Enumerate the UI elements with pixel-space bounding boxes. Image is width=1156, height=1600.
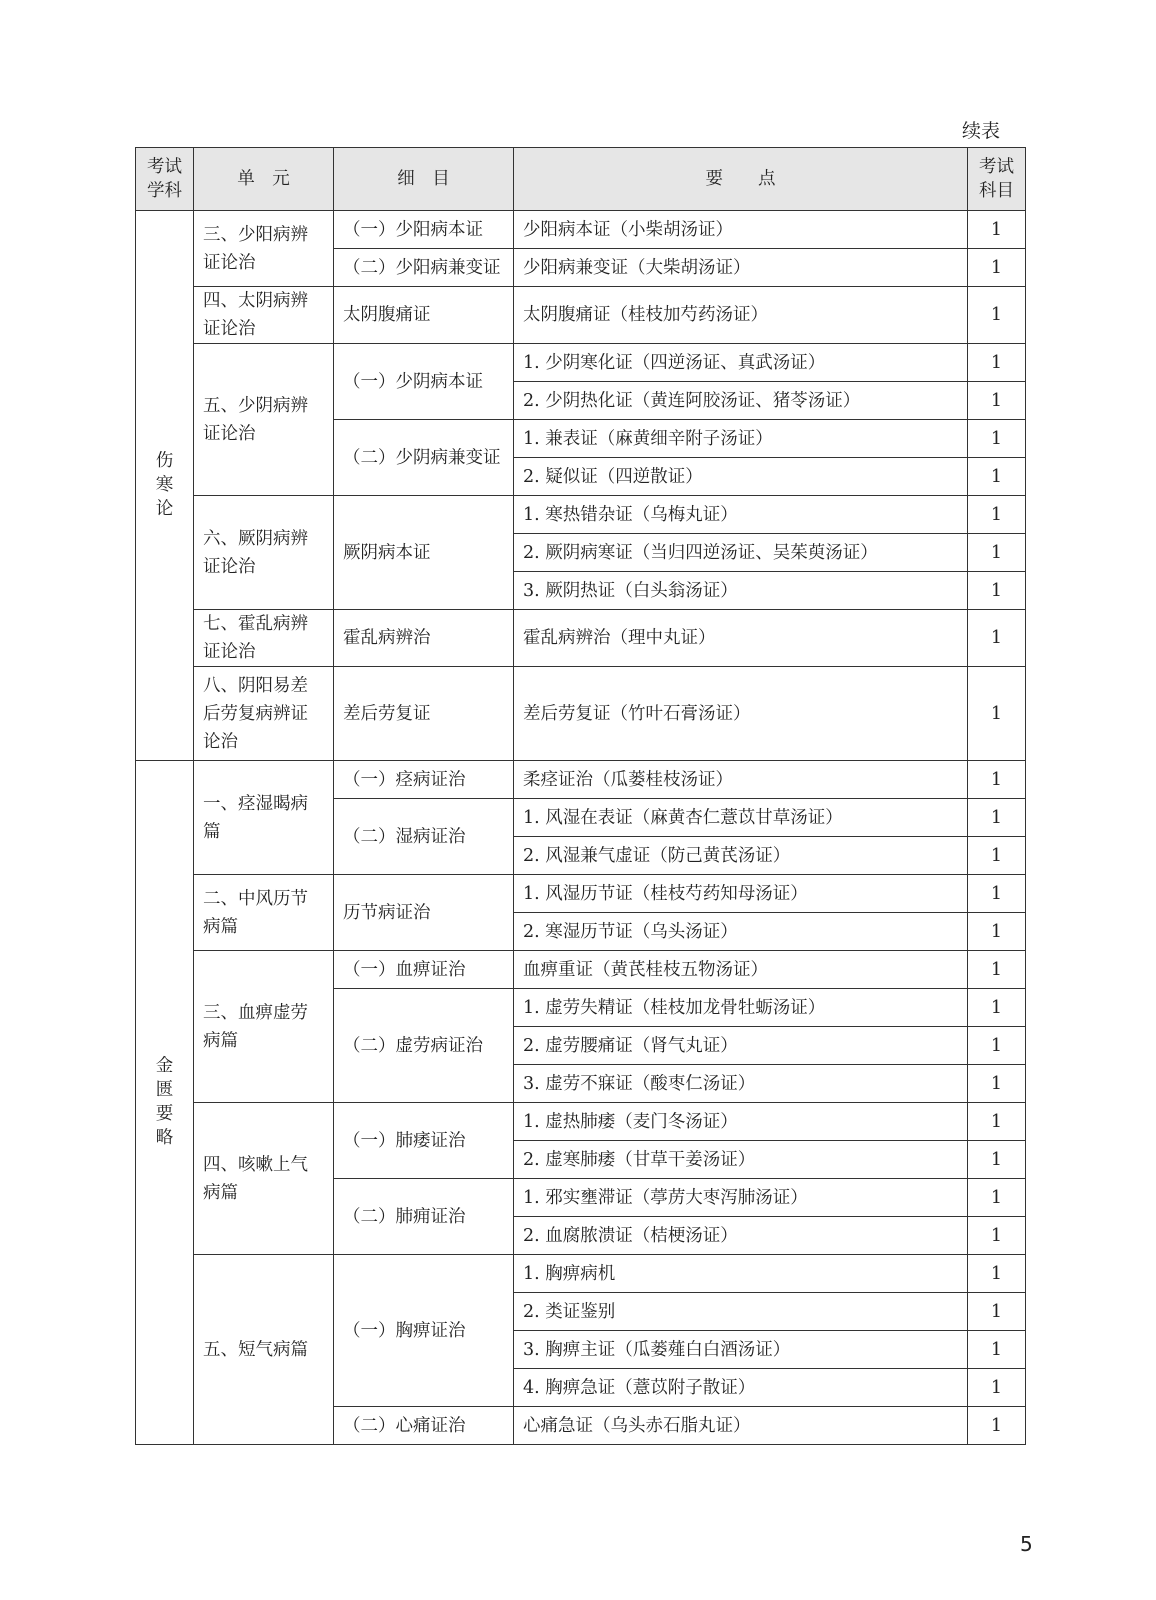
- exam-cell: 1: [968, 1217, 1026, 1255]
- table-row: [136, 1103, 1026, 1141]
- table-row: [136, 667, 1026, 761]
- unit-cell: 八、阴阳易差后劳复病辨证论治: [194, 667, 334, 761]
- exam-cell: 1: [968, 989, 1026, 1027]
- table-row: [136, 211, 1026, 249]
- point-cell: 血痹重证（黄芪桂枝五物汤证）: [514, 951, 968, 989]
- table-row: [136, 287, 1026, 344]
- point-cell: 2. 疑似证（四逆散证）: [514, 458, 968, 496]
- exam-cell: 1: [968, 1407, 1026, 1445]
- point-cell: 心痛急证（乌头赤石脂丸证）: [514, 1407, 968, 1445]
- point-cell: 差后劳复证（竹叶石膏汤证）: [514, 667, 968, 761]
- point-cell: 2. 虚寒肺痿（甘草干姜汤证）: [514, 1141, 968, 1179]
- subject-cell: [136, 211, 194, 761]
- header-unit: 单 元: [194, 148, 334, 211]
- point-cell: 少阳病兼变证（大柴胡汤证）: [514, 249, 968, 287]
- detail-cell: （一）少阳病本证: [334, 211, 514, 249]
- detail-cell: （一）少阴病本证: [334, 344, 514, 420]
- point-cell: 2. 风湿兼气虚证（防己黄芪汤证）: [514, 837, 968, 875]
- exam-cell: 1: [968, 211, 1026, 249]
- exam-cell: 1: [968, 534, 1026, 572]
- table-row: [136, 344, 1026, 382]
- exam-cell: 1: [968, 667, 1026, 761]
- detail-cell: （一）胸痹证治: [334, 1255, 514, 1407]
- point-cell: 1. 少阴寒化证（四逆汤证、真武汤证）: [514, 344, 968, 382]
- point-cell: 1. 邪实壅滞证（葶苈大枣泻肺汤证）: [514, 1179, 968, 1217]
- unit-cell: 三、血痹虚劳病篇: [194, 951, 334, 1103]
- detail-cell: （一）痉病证治: [334, 761, 514, 799]
- detail-cell: （二）湿病证治: [334, 799, 514, 875]
- table-row: [136, 610, 1026, 667]
- exam-cell: 1: [968, 1103, 1026, 1141]
- unit-cell: 二、中风历节病篇: [194, 875, 334, 951]
- point-cell: 霍乱病辨治（理中丸证）: [514, 610, 968, 667]
- point-cell: 2. 寒湿历节证（乌头汤证）: [514, 913, 968, 951]
- detail-cell: 历节病证治: [334, 875, 514, 951]
- point-cell: 太阴腹痛证（桂枝加芍药汤证）: [514, 287, 968, 344]
- exam-cell: 1: [968, 1179, 1026, 1217]
- point-cell: 2. 类证鉴别: [514, 1293, 968, 1331]
- exam-cell: 1: [968, 249, 1026, 287]
- point-cell: 1. 风湿在表证（麻黄杏仁薏苡甘草汤证）: [514, 799, 968, 837]
- point-cell: 3. 胸痹主证（瓜蒌薤白白酒汤证）: [514, 1331, 968, 1369]
- unit-cell: 五、短气病篇: [194, 1255, 334, 1445]
- point-cell: 2. 血腐脓溃证（桔梗汤证）: [514, 1217, 968, 1255]
- detail-cell: （一）肺痿证治: [334, 1103, 514, 1179]
- exam-cell: 1: [968, 420, 1026, 458]
- subject-name: 金匮要略: [155, 1055, 174, 1148]
- exam-cell: 1: [968, 572, 1026, 610]
- exam-cell: 1: [968, 913, 1026, 951]
- unit-cell: 四、咳嗽上气病篇: [194, 1103, 334, 1255]
- unit-cell: 一、痉湿暍病篇: [194, 761, 334, 875]
- exam-cell: 1: [968, 1369, 1026, 1407]
- point-cell: 柔痉证治（瓜蒌桂枝汤证）: [514, 761, 968, 799]
- point-cell: 3. 厥阴热证（白头翁汤证）: [514, 572, 968, 610]
- point-cell: 4. 胸痹急证（薏苡附子散证）: [514, 1369, 968, 1407]
- exam-cell: 1: [968, 761, 1026, 799]
- detail-cell: （二）少阴病兼变证: [334, 420, 514, 496]
- table-row: [136, 875, 1026, 913]
- subject-cell: [136, 761, 194, 1445]
- detail-cell: （二）虚劳病证治: [334, 989, 514, 1103]
- detail-cell: 太阴腹痛证: [334, 287, 514, 344]
- detail-cell: 霍乱病辨治: [334, 610, 514, 667]
- table-row: [136, 761, 1026, 799]
- exam-cell: 1: [968, 875, 1026, 913]
- unit-cell: 三、少阳病辨证论治: [194, 211, 334, 287]
- header-detail: 细 目: [334, 148, 514, 211]
- unit-cell: 六、厥阴病辨证论治: [194, 496, 334, 610]
- exam-cell: 1: [968, 496, 1026, 534]
- detail-cell: 厥阴病本证: [334, 496, 514, 610]
- table-row: [136, 496, 1026, 534]
- exam-cell: 1: [968, 1293, 1026, 1331]
- point-cell: 2. 少阴热化证（黄连阿胶汤证、猪苓汤证）: [514, 382, 968, 420]
- point-cell: 1. 兼表证（麻黄细辛附子汤证）: [514, 420, 968, 458]
- table-body: [136, 211, 1026, 1445]
- header-points: 要 点: [514, 148, 968, 211]
- table-header-row: [136, 148, 1026, 211]
- subject-name: 伤寒论: [155, 450, 174, 519]
- detail-cell: （一）血痹证治: [334, 951, 514, 989]
- header-subject: 考试学科: [136, 148, 194, 211]
- point-cell: 1. 风湿历节证（桂枝芍药知母汤证）: [514, 875, 968, 913]
- point-cell: 少阳病本证（小柴胡汤证）: [514, 211, 968, 249]
- exam-cell: 1: [968, 1065, 1026, 1103]
- exam-cell: 1: [968, 1141, 1026, 1179]
- header-exam: 考试科目: [968, 148, 1026, 211]
- point-cell: 2. 虚劳腰痛证（肾气丸证）: [514, 1027, 968, 1065]
- exam-cell: 1: [968, 382, 1026, 420]
- point-cell: 1. 寒热错杂证（乌梅丸证）: [514, 496, 968, 534]
- point-cell: 1. 胸痹病机: [514, 1255, 968, 1293]
- exam-cell: 1: [968, 951, 1026, 989]
- table-row: [136, 951, 1026, 989]
- unit-cell: 七、霍乱病辨证论治: [194, 610, 334, 667]
- table-row: [136, 1255, 1026, 1293]
- exam-cell: 1: [968, 1255, 1026, 1293]
- detail-cell: （二）少阳病兼变证: [334, 249, 514, 287]
- exam-cell: 1: [968, 799, 1026, 837]
- point-cell: 1. 虚热肺痿（麦门冬汤证）: [514, 1103, 968, 1141]
- unit-cell: 四、太阴病辨证论治: [194, 287, 334, 344]
- exam-cell: 1: [968, 344, 1026, 382]
- point-cell: 2. 厥阴病寒证（当归四逆汤证、吴茱萸汤证）: [514, 534, 968, 572]
- exam-cell: 1: [968, 458, 1026, 496]
- exam-cell: 1: [968, 610, 1026, 667]
- continued-label: 续表: [962, 120, 1001, 142]
- exam-cell: 1: [968, 1331, 1026, 1369]
- detail-cell: 差后劳复证: [334, 667, 514, 761]
- exam-cell: 1: [968, 1027, 1026, 1065]
- detail-cell: （二）心痛证治: [334, 1407, 514, 1445]
- unit-cell: 五、少阴病辨证论治: [194, 344, 334, 496]
- exam-cell: 1: [968, 837, 1026, 875]
- point-cell: 3. 虚劳不寐证（酸枣仁汤证）: [514, 1065, 968, 1103]
- page-number: 5: [1020, 1532, 1033, 1556]
- point-cell: 1. 虚劳失精证（桂枝加龙骨牡蛎汤证）: [514, 989, 968, 1027]
- exam-syllabus-table: [135, 147, 1026, 1445]
- exam-cell: 1: [968, 287, 1026, 344]
- detail-cell: （二）肺痈证治: [334, 1179, 514, 1255]
